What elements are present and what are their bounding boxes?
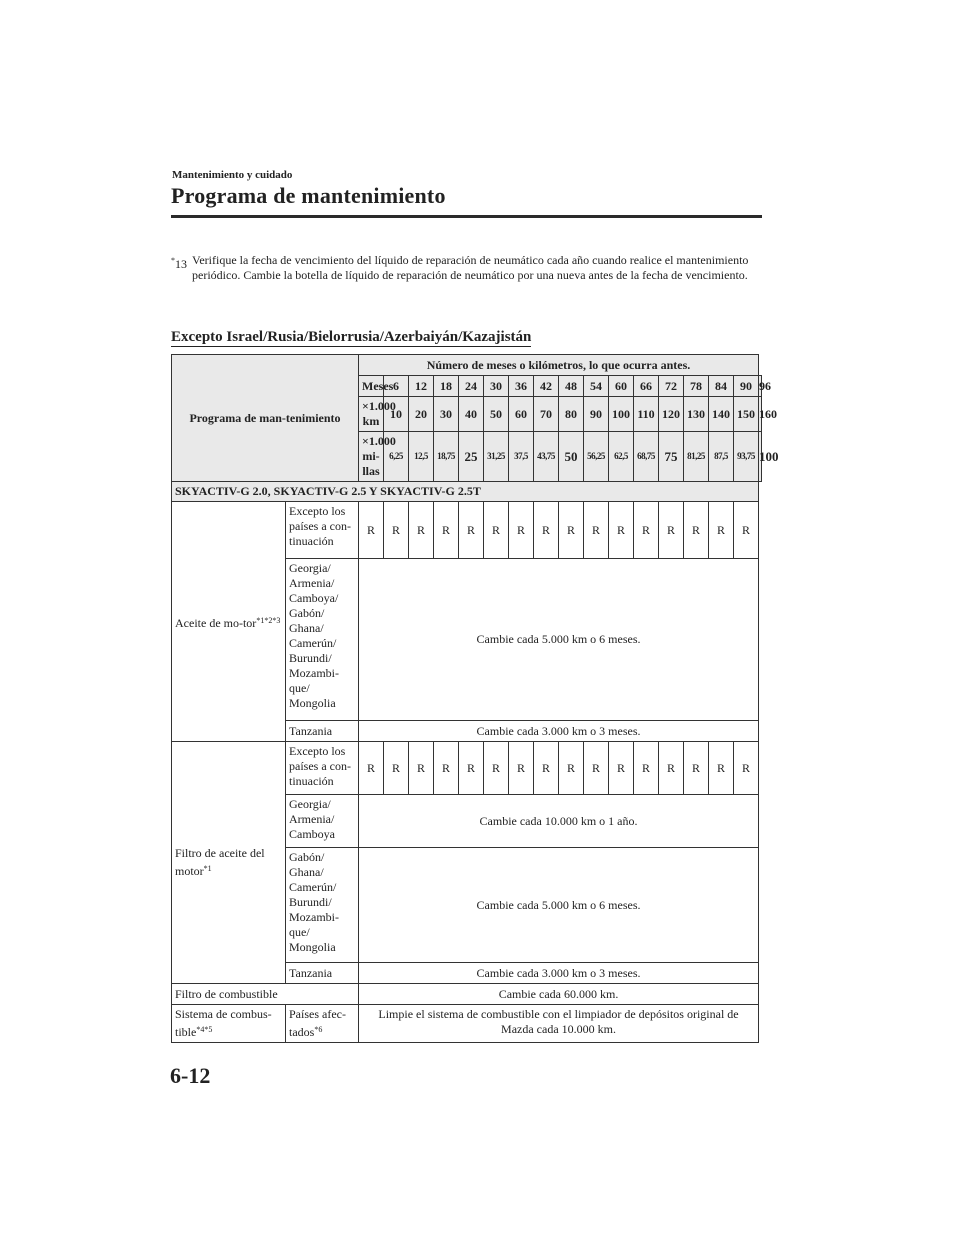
filter-replace-mark: R bbox=[709, 742, 734, 795]
filter-replace-mark: R bbox=[659, 742, 684, 795]
oil-note-5000: Cambie cada 5.000 km o 6 meses. bbox=[359, 559, 759, 721]
km-cell: 40 bbox=[459, 397, 484, 432]
oil-replace-mark: R bbox=[484, 502, 509, 559]
oil-replace-mark: R bbox=[459, 502, 484, 559]
section-label: Mantenimiento y cuidado bbox=[172, 169, 293, 181]
engine-row: SKYACTIV-G 2.0, SKYACTIV-G 2.5 Y SKYACTIV-G 2.5T bbox=[172, 482, 759, 502]
filter-note-10000: Cambie cada 10.000 km o 1 año. bbox=[359, 795, 759, 848]
months-cell: 18 bbox=[434, 376, 459, 397]
fuel-filter-note: Cambie cada 60.000 km. bbox=[359, 984, 759, 1005]
program-header: Programa de man-tenimiento bbox=[172, 355, 359, 482]
months-cell: 96 bbox=[759, 376, 762, 397]
miles-cell: 25 bbox=[459, 432, 484, 482]
page-title: Programa de mantenimiento bbox=[171, 183, 446, 208]
miles-cell: 37,5 bbox=[509, 432, 534, 482]
fuel-system-note: Limpie el sistema de combustible con el limpiador de depósitos original de Mazda cada 10.000 km. bbox=[359, 1005, 759, 1043]
oil-replace-mark: R bbox=[709, 502, 734, 559]
km-cell: 140 bbox=[709, 397, 734, 432]
oil-item: Aceite de mo-tor$^{*1*2*3}$ bbox=[172, 502, 286, 742]
km-label: ×1.000 km bbox=[359, 397, 384, 432]
months-cell: 78 bbox=[684, 376, 709, 397]
months-cell: 54 bbox=[584, 376, 609, 397]
oil-replace-mark: R bbox=[359, 502, 384, 559]
title-divider bbox=[171, 215, 762, 218]
miles-cell: 100 bbox=[759, 432, 762, 482]
footnote bbox=[171, 253, 761, 283]
oil-replace-mark: R bbox=[509, 502, 534, 559]
fuel-system-item-mark: *4*5 bbox=[196, 1025, 213, 1034]
km-cell: 100 bbox=[609, 397, 634, 432]
filter-replace-mark: R bbox=[534, 742, 559, 795]
filter-region-africa: Gabón/ Ghana/ Camerún/ Burundi/ Mozambi-que/ Mongolia bbox=[286, 848, 359, 963]
miles-cell: 6,25 bbox=[384, 432, 409, 482]
km-cell: 60 bbox=[509, 397, 534, 432]
fuel-filter-item: Filtro de combustible bbox=[172, 984, 359, 1005]
oil-replace-mark: R bbox=[384, 502, 409, 559]
filter-replace-mark: R bbox=[609, 742, 634, 795]
km-cell: 20 bbox=[409, 397, 434, 432]
fuel-system-region-mark: *6 bbox=[314, 1025, 323, 1034]
oil-replace-mark: R bbox=[659, 502, 684, 559]
filter-note-5000: Cambie cada 5.000 km o 6 meses. bbox=[359, 848, 759, 963]
filter-region-caucasus: Georgia/ Armenia/ Camboya bbox=[286, 795, 359, 848]
oil-replace-mark: R bbox=[409, 502, 434, 559]
miles-cell: 68,75 bbox=[634, 432, 659, 482]
oil-replace-mark: R bbox=[734, 502, 759, 559]
miles-cell: 31,25 bbox=[484, 432, 509, 482]
footnote-mark: *13 bbox=[171, 256, 187, 271]
filter-item-mark: *1 bbox=[203, 864, 212, 873]
months-cell: 72 bbox=[659, 376, 684, 397]
oil-replace-mark: R bbox=[584, 502, 609, 559]
miles-cell: 93,75 bbox=[734, 432, 759, 482]
oil-replace-mark: R bbox=[534, 502, 559, 559]
oil-replace-mark: R bbox=[609, 502, 634, 559]
miles-cell: 12,5 bbox=[409, 432, 434, 482]
months-cell: 30 bbox=[484, 376, 509, 397]
months-cell: 60 bbox=[609, 376, 634, 397]
oil-replace-mark: R bbox=[434, 502, 459, 559]
months-cell: 84 bbox=[709, 376, 734, 397]
km-cell: 90 bbox=[584, 397, 609, 432]
months-cell: 48 bbox=[559, 376, 584, 397]
km-cell: 150 bbox=[734, 397, 759, 432]
miles-cell: 56,25 bbox=[584, 432, 609, 482]
oil-replace-mark: R bbox=[634, 502, 659, 559]
months-cell: 36 bbox=[509, 376, 534, 397]
page-number: 6-12 bbox=[170, 1063, 211, 1088]
months-cell: 42 bbox=[534, 376, 559, 397]
miles-cell: 87,5 bbox=[709, 432, 734, 482]
km-cell: 120 bbox=[659, 397, 684, 432]
filter-replace-mark: R bbox=[584, 742, 609, 795]
miles-label: ×1.000 mi-llas bbox=[359, 432, 384, 482]
oil-replace-mark: R bbox=[684, 502, 709, 559]
filter-replace-mark: R bbox=[409, 742, 434, 795]
oil-replace-mark: R bbox=[559, 502, 584, 559]
oil-region-tanzania: Tanzania bbox=[286, 721, 359, 742]
filter-replace-mark: R bbox=[434, 742, 459, 795]
km-cell: 70 bbox=[534, 397, 559, 432]
interval-header: Número de meses o kilómetros, lo que ocurra antes. bbox=[359, 355, 759, 376]
km-cell: 160 bbox=[759, 397, 762, 432]
oil-item-mark: *1*2*3 bbox=[256, 615, 281, 625]
miles-cell: 50 bbox=[559, 432, 584, 482]
km-cell: 30 bbox=[434, 397, 459, 432]
maintenance-table bbox=[171, 354, 779, 1043]
filter-replace-mark: R bbox=[634, 742, 659, 795]
fuel-system-item: Sistema de combus-tible$^{*4*5}$ bbox=[172, 1005, 286, 1043]
miles-cell: 18,75 bbox=[434, 432, 459, 482]
miles-cell: 75 bbox=[659, 432, 684, 482]
oil-note-tanzania: Cambie cada 3.000 km o 3 meses. bbox=[359, 721, 759, 742]
filter-replace-mark: R bbox=[734, 742, 759, 795]
miles-cell: 81,25 bbox=[684, 432, 709, 482]
miles-cell: 43,75 bbox=[534, 432, 559, 482]
km-cell: 10 bbox=[384, 397, 409, 432]
km-cell: 130 bbox=[684, 397, 709, 432]
km-cell: 110 bbox=[634, 397, 659, 432]
months-cell: 12 bbox=[409, 376, 434, 397]
months-cell: 66 bbox=[634, 376, 659, 397]
filter-region-default: Excepto los países a con-tinuación bbox=[286, 742, 359, 795]
filter-replace-mark: R bbox=[459, 742, 484, 795]
months-cell: 90 bbox=[734, 376, 759, 397]
km-cell: 80 bbox=[559, 397, 584, 432]
filter-replace-mark: R bbox=[484, 742, 509, 795]
miles-cell: 62,5 bbox=[609, 432, 634, 482]
months-label: Meses bbox=[359, 376, 384, 397]
filter-replace-mark: R bbox=[509, 742, 534, 795]
months-cell: 6 bbox=[384, 376, 409, 397]
months-cell: 24 bbox=[459, 376, 484, 397]
filter-replace-mark: R bbox=[684, 742, 709, 795]
region-subheading: Excepto Israel/Rusia/Bielorrusia/Azerbaiyán/Kazajistán bbox=[171, 329, 532, 345]
filter-replace-mark: R bbox=[359, 742, 384, 795]
filter-note-tanzania: Cambie cada 3.000 km o 3 meses. bbox=[359, 963, 759, 984]
footnote-text: Verifique la fecha de vencimiento del líquido de reparación de neumático cada año cuando realice el mantenimiento periódico. Cambie la botella de líquido de reparación de neumático por una nueva antes de la fecha de vencimiento. bbox=[192, 253, 749, 282]
fuel-system-region: Países afec-tados$^{*6}$ bbox=[286, 1005, 359, 1043]
filter-replace-mark: R bbox=[384, 742, 409, 795]
oil-region-default: Excepto los países a con-tinuación bbox=[286, 502, 359, 559]
filter-replace-mark: R bbox=[559, 742, 584, 795]
filter-region-tanzania: Tanzania bbox=[286, 963, 359, 984]
filter-item: Filtro de aceite del motor$^{*1}$ bbox=[172, 742, 286, 984]
km-cell: 50 bbox=[484, 397, 509, 432]
oil-region-list: Georgia/ Armenia/ Camboya/ Gabón/ Ghana/ Camerún/ Burundi/ Mozambi-que/ Mongolia bbox=[286, 559, 359, 721]
